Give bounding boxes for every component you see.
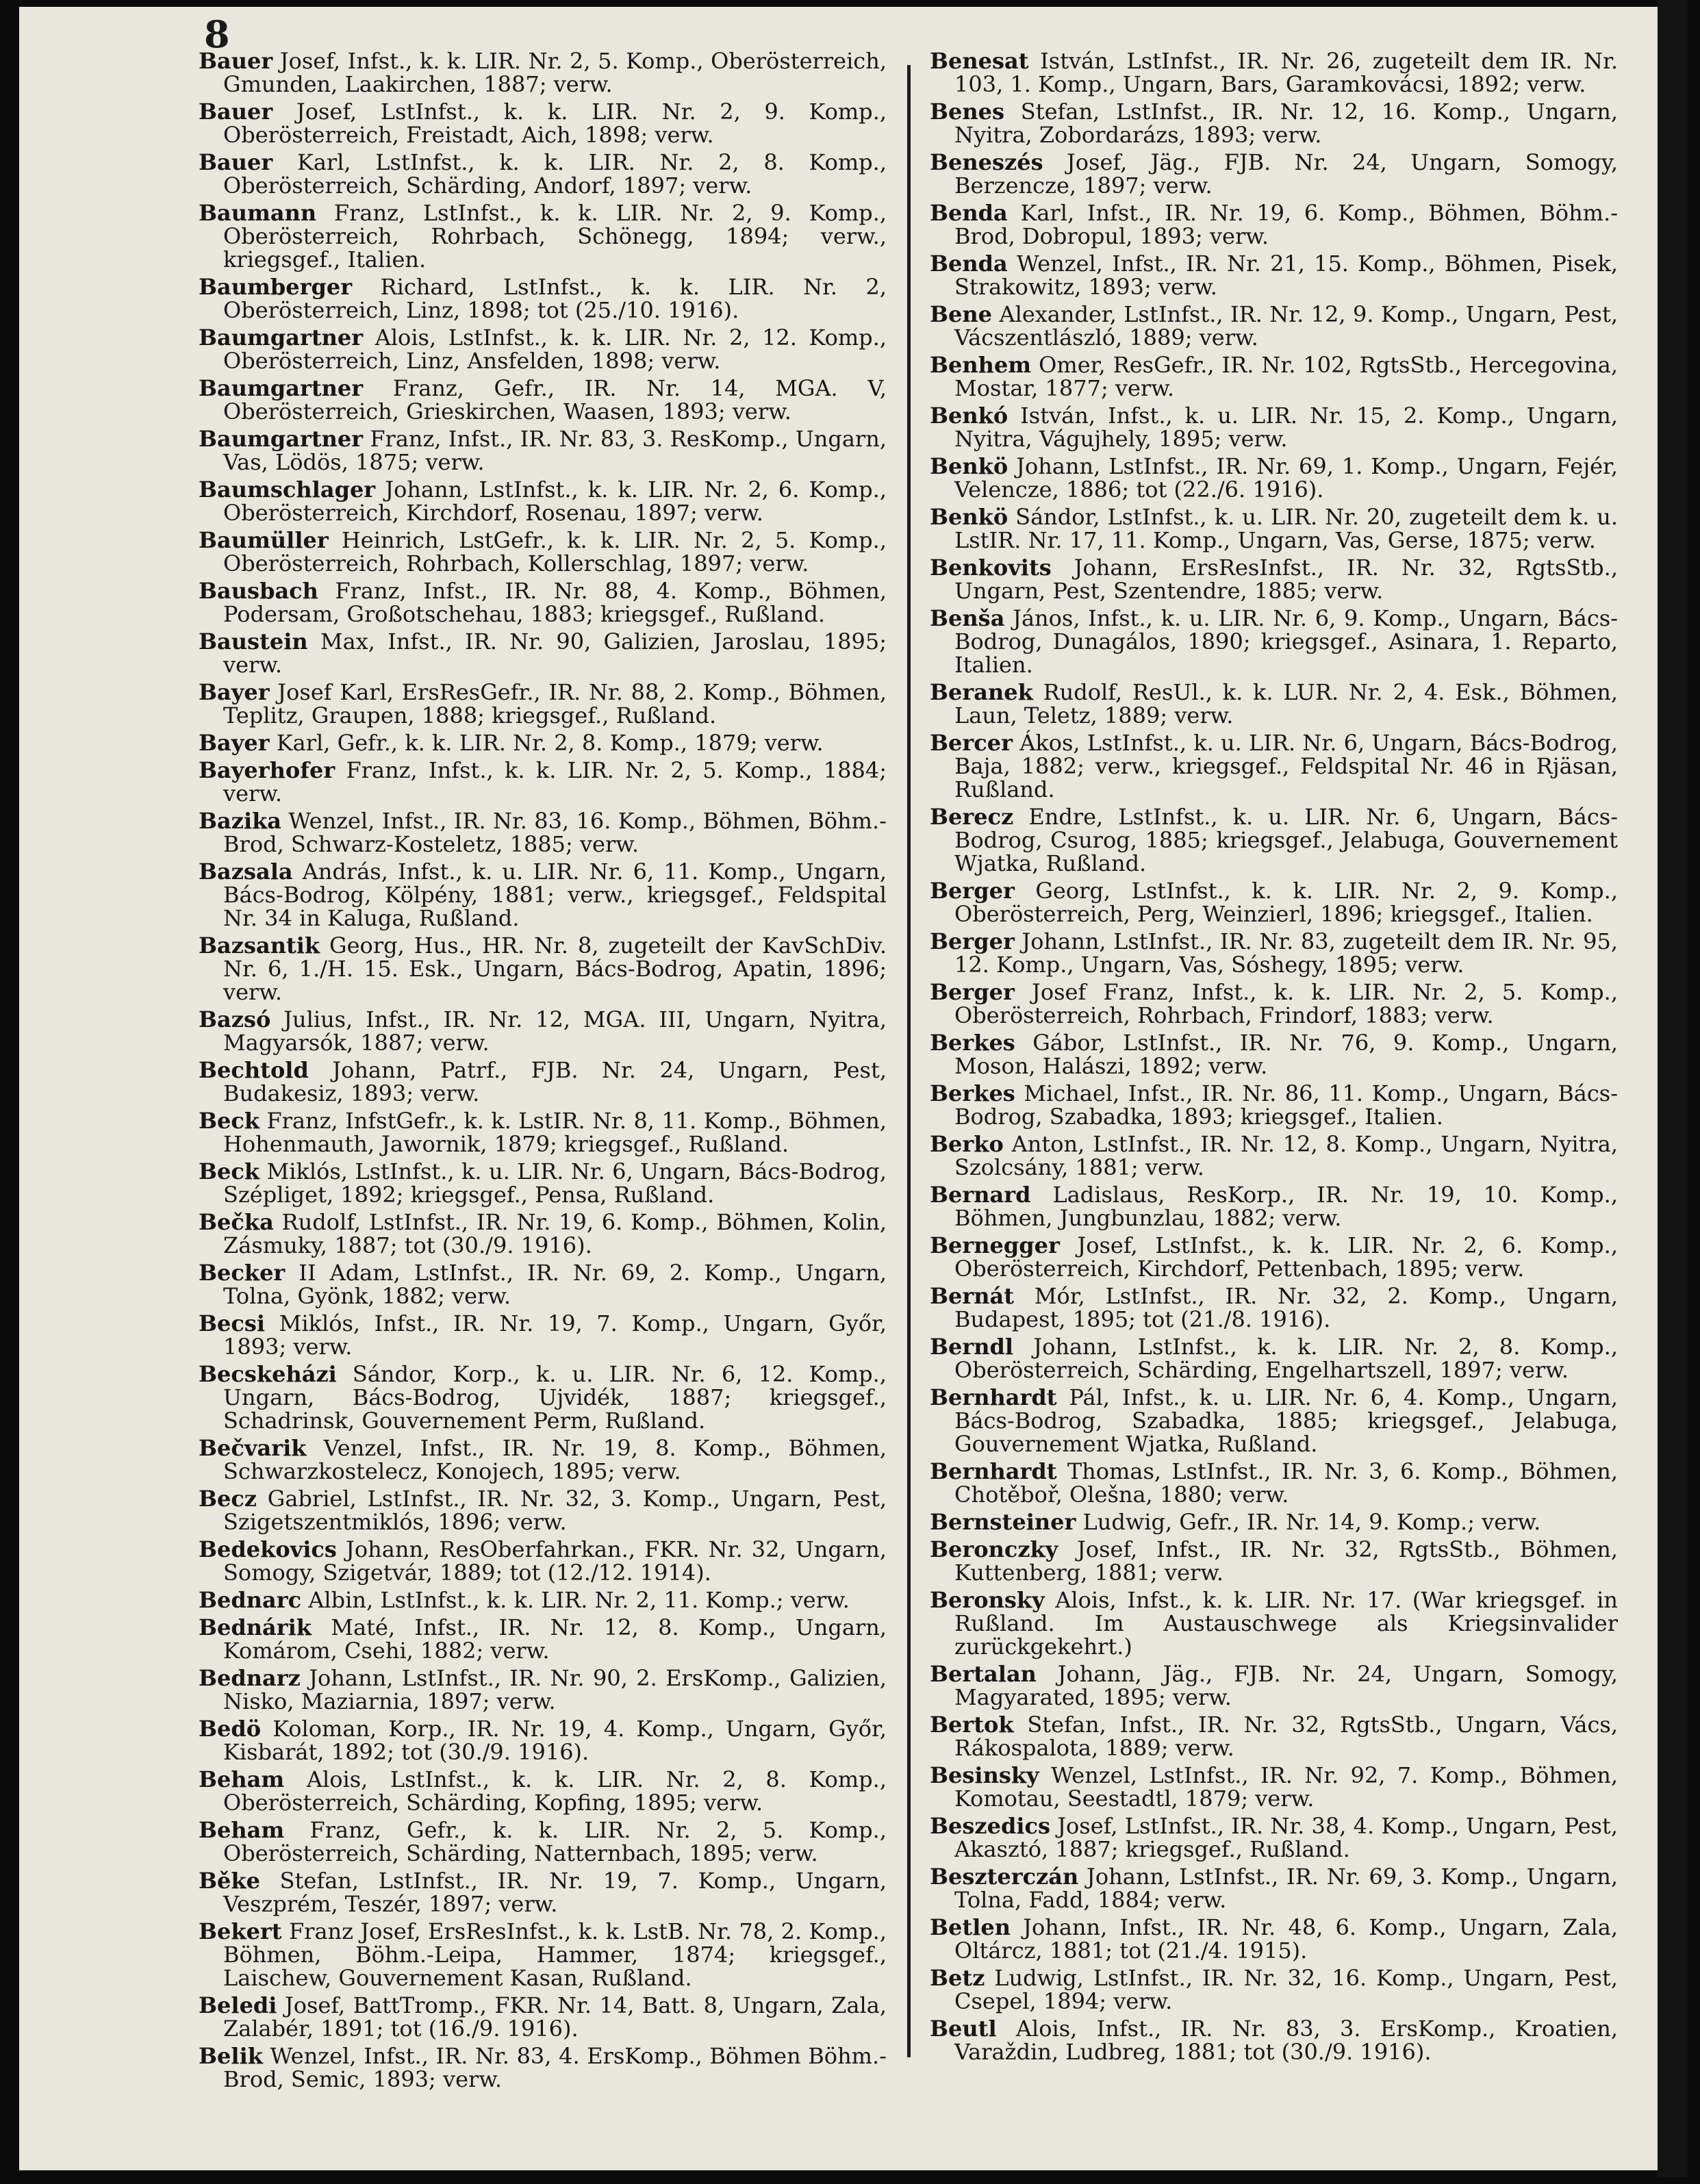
list-entry — [930, 879, 1618, 926]
entry-surname: Besinsky — [930, 1762, 1039, 1788]
entry-details: Alois, LstInfst., k. k. LIR. Nr. 2, 8. Komp., Oberösterreich, Schärding, Kopfing, 1895; verw. — [223, 1766, 887, 1816]
entry-details: Sándor, LstInfst., k. u. LIR. Nr. 20, zugeteilt dem k. u. LstIR. Nr. 17, 11. Komp., Ungarn, Vas, Gerse, 1875; verw. — [954, 504, 1619, 553]
list-entry — [930, 731, 1618, 801]
entry-details: Josef, Infst., k. k. LIR. Nr. 2, 5. Komp., Oberösterreich, Gmunden, Laakirchen, 1887; verw. — [223, 48, 887, 97]
list-entry — [199, 275, 887, 322]
entry-surname: Belik — [199, 2043, 263, 2069]
entry-details: Pál, Infst., k. u. LIR. Nr. 6, 4. Komp., Ungarn, Bács-Bodrog, Szabadka, 1885; kriegsgef., Jelabuga, Gouvernement Wjatka, Rußland. — [954, 1384, 1619, 1457]
entry-details: Endre, LstInfst., k. u. LIR. Nr. 6, Ungarn, Bács-Bodrog, Csurog, 1885; kriegsgef., Jelabuga, Gouvernement Wjatka, Rußland. — [954, 804, 1619, 876]
list-entry — [199, 1717, 887, 1764]
entry-details: Alois, Infst., k. k. LIR. Nr. 17. (War kriegsgef. in Rußland. Im Austauschwege als Kriegsinvalider zurückgekehrt.) — [954, 1587, 1619, 1660]
entry-details: István, LstInfst., IR. Nr. 26, zugeteilt dem IR. Nr. 103, 1. Komp., Ungarn, Bars, Garamkovácsi, 1892; verw. — [954, 48, 1619, 97]
entry-surname: Bedekovics — [199, 1536, 337, 1562]
list-entry — [930, 1916, 1618, 1962]
entry-surname: Bazsó — [199, 1006, 271, 1032]
entry-details: Josef, LstInfst., IR. Nr. 38, 4. Komp., Ungarn, Pest, Akasztó, 1887; kriegsgef., Rußland. — [954, 1813, 1618, 1862]
entry-details: Omer, ResGefr., IR. Nr. 102, RgtsStb., Hercegovina, Mostar, 1877; verw. — [954, 352, 1619, 401]
entry-details: Wenzel, Infst., IR. Nr. 83, 16. Komp., Böhmen, Böhm.-Brod, Schwarz-Kosteletz, 1885; verw. — [223, 808, 887, 857]
entry-surname: Bazika — [199, 808, 282, 834]
list-entry — [199, 1312, 887, 1358]
entry-surname: Bechtold — [199, 1057, 309, 1083]
list-entry — [930, 1814, 1618, 1861]
entry-surname: Benkö — [930, 453, 1008, 479]
entry-surname: Baumgartner — [199, 375, 364, 401]
entry-details: Rudolf, LstInfst., IR. Nr. 19, 6. Komp., Böhmen, Kolin, Zásmuky, 1887; tot (30./9. 1916). — [223, 1209, 887, 1258]
list-entry — [930, 1031, 1618, 1078]
entry-details: Maté, Infst., IR. Nr. 12, 8. Komp., Ungarn, Komárom, Csehi, 1882; verw. — [223, 1614, 887, 1664]
entry-details: Georg, Hus., HR. Nr. 8, zugeteilt der KavSchDiv. Nr. 6, 1./H. 15. Esk., Ungarn, Bács-Bodrog, Apatin, 1896; verw. — [223, 932, 887, 1005]
entry-surname: Betz — [930, 1965, 985, 1991]
entry-details: Thomas, LstInfst., IR. Nr. 3, 6. Komp., Böhmen, Chotěboř, Olešna, 1880; verw. — [954, 1458, 1619, 1508]
entry-surname: Berndl — [930, 1334, 1014, 1360]
entry-details: Ludwig, Gefr., IR. Nr. 14, 9. Komp.; verw. — [1082, 1509, 1541, 1535]
list-entry — [199, 1008, 887, 1054]
list-entry — [930, 1234, 1618, 1280]
entry-surname: Bednarc — [199, 1587, 302, 1613]
entry-details: Gábor, LstInfst., IR. Nr. 76, 9. Komp., Ungarn, Moson, Halászi, 1892; verw. — [954, 1030, 1619, 1079]
entry-details: Franz, Infst., IR. Nr. 88, 4. Komp., Böhmen, Podersam, Großotschehau, 1883; kriegsgef., Rußland. — [223, 578, 887, 627]
entry-surname: Bazsantik — [199, 932, 320, 958]
entry-surname: Benhem — [930, 352, 1032, 378]
list-entry — [199, 579, 887, 626]
entry-details: Josef, BattTromp., FKR. Nr. 14, Batt. 8, Ungarn, Zala, Zalabér, 1891; tot (16./9. 1916). — [223, 1992, 887, 2042]
entry-details: Johann, LstInfst., IR. Nr. 69, 1. Komp., Ungarn, Fejér, Velencze, 1886; tot (22./6. 1916). — [954, 453, 1619, 503]
entry-details: Stefan, LstInfst., IR. Nr. 12, 16. Komp., Ungarn, Nyitra, Zobordarázs, 1893; verw. — [954, 99, 1619, 148]
entry-surname: Bertok — [930, 1712, 1014, 1738]
entry-surname: Běke — [199, 1868, 260, 1894]
entry-details: Johann, LstInfst., IR. Nr. 90, 2. ErsKomp., Galizien, Nisko, Maziarnia, 1897; verw. — [223, 1665, 887, 1714]
entry-details: Alexander, LstInfst., IR. Nr. 12, 9. Komp., Ungarn, Pest, Vácszentlászló, 1889; verw. — [954, 301, 1619, 351]
list-entry — [930, 805, 1618, 875]
entry-surname: Berko — [930, 1131, 1004, 1157]
entry-surname: Benša — [930, 605, 1005, 631]
entry-surname: Benda — [930, 251, 1008, 277]
entry-details: Heinrich, LstGefr., k. k. LIR. Nr. 2, 5. Komp., Oberösterreich, Rohrbach, Kollerschlag, 1897; verw. — [223, 527, 887, 576]
entry-details: Johann, ResOberfahrkan., FKR. Nr. 32, Ungarn, Somogy, Szigetvár, 1889; tot (12./12. 1914). — [223, 1536, 887, 1586]
entry-surname: Bausbach — [199, 578, 318, 604]
entry-details: Karl, Infst., IR. Nr. 19, 6. Komp., Böhmen, Böhm.-Brod, Dobropul, 1893; verw. — [954, 200, 1619, 249]
list-entry — [199, 630, 887, 676]
list-entry — [199, 478, 887, 524]
entry-surname: Bekert — [199, 1918, 282, 1944]
entry-details: Wenzel, LstInfst., IR. Nr. 92, 7. Komp., Böhmen, Komotau, Seestadtl, 1879; verw. — [954, 1762, 1618, 1812]
entry-details: Johann, Patrf., FJB. Nr. 24, Ungarn, Pest, Budakesiz, 1893; verw. — [223, 1057, 887, 1106]
list-entry — [930, 100, 1618, 147]
entry-details: Stefan, LstInfst., IR. Nr. 19, 7. Komp., Ungarn, Veszprém, Teszér, 1897; verw. — [223, 1868, 887, 1917]
list-entry — [199, 759, 887, 805]
entry-surname: Baumann — [199, 200, 317, 226]
entry-surname: Berecz — [930, 804, 1014, 830]
entry-details: Johann, Jäg., FJB. Nr. 24, Ungarn, Somogy, Magyarated, 1895; verw. — [954, 1661, 1619, 1710]
entry-surname: Bauer — [199, 149, 273, 175]
entry-surname: Benes — [930, 99, 1005, 125]
entry-surname: Bečvarik — [199, 1435, 307, 1461]
list-entry — [199, 100, 887, 147]
entry-details: Johann, Infst., IR. Nr. 48, 6. Komp., Ungarn, Zala, Oltárcz, 1881; tot (21./4. 1915). — [954, 1914, 1619, 1964]
scan-edge — [1658, 0, 1688, 2177]
list-entry — [930, 1335, 1618, 1382]
list-entry — [930, 2017, 1618, 2064]
entry-details: Johann, LstInfst., IR. Nr. 83, zugeteilt dem IR. Nr. 95, 12. Komp., Ungarn, Vas, Sóshegy, 1895; verw. — [954, 928, 1619, 978]
entry-surname: Beszterczán — [930, 1864, 1079, 1890]
entry-details: Mór, LstInfst., IR. Nr. 32, 2. Komp., Ungarn, Budapest, 1895; tot (21./8. 1916). — [954, 1283, 1619, 1332]
list-entry — [199, 2044, 887, 2091]
list-entry — [199, 151, 887, 197]
entry-surname: Baumschlager — [199, 477, 376, 503]
entry-surname: Bayer — [199, 730, 270, 756]
entry-details: Josef Franz, Infst., k. k. LIR. Nr. 2, 5. Komp., Oberösterreich, Rohrbach, Frindorf, 1883; verw. — [954, 979, 1619, 1028]
entry-surname: Bedö — [199, 1716, 262, 1742]
list-entry — [930, 1284, 1618, 1331]
entry-details: Josef, LstInfst., k. k. LIR. Nr. 2, 6. Komp., Oberösterreich, Kirchdorf, Pettenbach, 1895; verw. — [954, 1232, 1618, 1282]
entry-details: Karl, LstInfst., k. k. LIR. Nr. 2, 8. Komp., Oberösterreich, Schärding, Andorf, 1897; verw. — [223, 149, 887, 199]
entry-surname: Bazsala — [199, 859, 293, 885]
list-entry — [930, 151, 1618, 197]
list-entry — [199, 1210, 887, 1257]
entry-surname: Beham — [199, 1766, 285, 1792]
page-number: 8 — [204, 12, 230, 56]
entry-surname: Benkovits — [930, 555, 1052, 581]
entry-details: II Adam, LstInfst., IR. Nr. 69, 2. Komp., Ungarn, Tolna, Gyönk, 1882; verw. — [223, 1260, 887, 1309]
list-entry — [930, 1764, 1618, 1810]
list-entry — [930, 201, 1618, 248]
list-entry — [930, 1538, 1618, 1584]
entry-details: Johann, LstInfst., IR. Nr. 69, 3. Komp., Ungarn, Tolna, Fadd, 1884; verw. — [954, 1864, 1619, 1913]
right-column — [930, 49, 1618, 2068]
entry-details: Koloman, Korp., IR. Nr. 19, 4. Komp., Ungarn, Győr, Kisbarát, 1892; tot (30./9. 1916). — [223, 1716, 887, 1765]
entry-surname: Betlen — [930, 1914, 1011, 1940]
list-entry — [199, 427, 887, 474]
entry-surname: Beneszés — [930, 149, 1043, 175]
entry-details: Franz, Infst., k. k. LIR. Nr. 2, 5. Komp., 1884; verw. — [223, 757, 887, 807]
entry-details: Wenzel, Infst., IR. Nr. 83, 4. ErsKomp., Böhmen Böhm.-Brod, Semic, 1893; verw. — [223, 2043, 887, 2092]
entry-surname: Beranek — [930, 679, 1033, 705]
list-entry — [930, 1132, 1618, 1179]
list-entry — [930, 1713, 1618, 1760]
list-entry — [930, 404, 1618, 450]
list-entry — [930, 681, 1618, 727]
list-entry — [199, 1994, 887, 2040]
list-entry — [199, 681, 887, 727]
entry-details: András, Infst., k. u. LIR. Nr. 6, 11. Komp., Ungarn, Bács-Bodrog, Kölpény, 1881; verw., kriegsgef., Feldspital Nr. 34 in Kaluga, Rußland. — [223, 859, 887, 931]
entry-details: Julius, Infst., IR. Nr. 12, MGA. III, Ungarn, Nyitra, Magyarsók, 1887; verw. — [223, 1006, 887, 1056]
list-entry — [199, 1869, 887, 1916]
entry-surname: Bernegger — [930, 1232, 1060, 1258]
entry-surname: Bernát — [930, 1283, 1015, 1309]
entry-surname: Baustein — [199, 628, 308, 655]
list-entry — [199, 1160, 887, 1206]
entry-details: Franz, Infst., IR. Nr. 83, 3. ResKomp., Ungarn, Vas, Lödös, 1875; verw. — [223, 426, 887, 475]
list-entry — [930, 1662, 1618, 1709]
entry-surname: Bauer — [199, 48, 273, 74]
list-entry — [930, 1460, 1618, 1506]
entry-surname: Beck — [199, 1108, 260, 1134]
document-page — [19, 7, 1662, 2170]
entry-surname: Baumgartner — [199, 325, 364, 351]
list-entry — [930, 505, 1618, 552]
entry-details: Michael, Infst., IR. Nr. 86, 11. Komp., Ungarn, Bács-Bodrog, Szabadka, 1893; kriegsgef., Italien. — [954, 1080, 1619, 1130]
entry-surname: Bednárik — [199, 1614, 312, 1640]
list-entry — [930, 455, 1618, 501]
entry-details: Stefan, Infst., IR. Nr. 32, RgtsStb., Ungarn, Vács, Rákospalota, 1889; verw. — [954, 1712, 1619, 1761]
entry-details: Franz, LstInfst., k. k. LIR. Nr. 2, 9. Komp., Oberösterreich, Rohrbach, Schönegg, 1894; verw., kriegsgef., Italien. — [223, 200, 887, 272]
entry-surname: Bayer — [199, 679, 270, 705]
entry-details: Josef, Jäg., FJB. Nr. 24, Ungarn, Somogy, Berzencze, 1897; verw. — [954, 149, 1619, 199]
entry-surname: Bauer — [199, 99, 273, 125]
list-entry — [199, 201, 887, 271]
entry-details: Josef Karl, ErsResGefr., IR. Nr. 88, 2. Komp., Böhmen, Teplitz, Graupen, 1888; kriegsgef., Rußland. — [223, 679, 887, 728]
entry-details: Ákos, LstInfst., k. u. LIR. Nr. 6, Ungarn, Bács-Bodrog, Baja, 1882; verw., kriegsgef., Feldspital Nr. 46 in Rjäsan, Rußland. — [954, 730, 1619, 802]
list-entry — [199, 1058, 887, 1105]
entry-surname: Berkes — [930, 1030, 1015, 1056]
entry-details: Franz Josef, ErsResInfst., k. k. LstB. Nr. 78, 2. Komp., Böhmen, Böhm.-Leipa, Hammer, 1874; kriegsgef., Laischew, Gouvernement Kasan, Rußland. — [223, 1918, 887, 1991]
entry-surname: Beham — [199, 1817, 285, 1843]
list-entry — [930, 353, 1618, 400]
entry-surname: Bernhardt — [930, 1458, 1057, 1484]
entry-surname: Beutl — [930, 2016, 997, 2042]
entry-details: Anton, LstInfst., IR. Nr. 12, 8. Komp., Ungarn, Nyitra, Szolcsány, 1881; verw. — [954, 1131, 1619, 1180]
list-entry — [199, 1261, 887, 1308]
entry-details: Johann, LstInfst., k. k. LIR. Nr. 2, 8. Komp., Oberösterreich, Schärding, Engelhartszell, 1897; verw. — [954, 1334, 1619, 1383]
entry-surname: Benkö — [930, 504, 1008, 530]
entry-surname: Beszedics — [930, 1813, 1050, 1839]
list-entry — [199, 934, 887, 1004]
list-entry — [199, 49, 887, 96]
entry-surname: Baumüller — [199, 527, 329, 553]
left-column — [199, 49, 887, 2095]
entry-details: János, Infst., k. u. LIR. Nr. 6, 9. Komp., Ungarn, Bács-Bodrog, Dunagálos, 1890; kriegsgef., Asinara, 1. Reparto, Italien. — [954, 605, 1619, 678]
list-entry — [930, 303, 1618, 349]
list-entry — [199, 1538, 887, 1584]
entry-surname: Baumgartner — [199, 426, 364, 452]
list-entry — [930, 980, 1618, 1027]
list-entry — [199, 1362, 887, 1432]
entry-surname: Bernard — [930, 1182, 1031, 1208]
list-entry — [199, 1818, 887, 1865]
entry-details: Franz, Gefr., k. k. LIR. Nr. 2, 5. Komp., Oberösterreich, Schärding, Natternbach, 1895; verw. — [223, 1817, 887, 1866]
entry-details: Josef, LstInfst., k. k. LIR. Nr. 2, 9. Komp., Oberösterreich, Freistadt, Aich, 1898; verw. — [223, 99, 887, 148]
list-entry — [199, 860, 887, 930]
entry-details: Albin, LstInfst., k. k. LIR. Nr. 2, 11. Komp.; verw. — [308, 1587, 850, 1613]
entry-surname: Bayerhofer — [199, 757, 335, 783]
entry-surname: Berger — [930, 928, 1015, 954]
list-entry — [930, 1510, 1618, 1534]
list-entry — [930, 49, 1618, 96]
list-entry — [199, 326, 887, 372]
entry-surname: Becskeházi — [199, 1361, 337, 1387]
entry-surname: Berkes — [930, 1080, 1015, 1106]
entry-details: Richard, LstInfst., k. k. LIR. Nr. 2, Oberösterreich, Linz, 1898; tot (25./10. 1916). — [223, 274, 887, 323]
entry-surname: Bernsteiner — [930, 1509, 1076, 1535]
list-entry — [930, 252, 1618, 299]
list-entry — [930, 1082, 1618, 1128]
entry-surname: Benda — [930, 200, 1008, 226]
entry-details: Miklós, Infst., IR. Nr. 19, 7. Komp., Ungarn, Győr, 1893; verw. — [223, 1310, 887, 1360]
entry-details: Alois, Infst., IR. Nr. 83, 3. ErsKomp., Kroatien, Varaždin, Ludbreg, 1881; tot (30./9. 1916). — [954, 2016, 1619, 2065]
list-entry — [199, 377, 887, 423]
entry-surname: Bene — [930, 301, 993, 327]
entry-surname: Beledi — [199, 1992, 277, 2018]
entry-surname: Bertalan — [930, 1661, 1037, 1687]
list-entry — [199, 529, 887, 575]
entry-surname: Beronsky — [930, 1587, 1045, 1613]
entry-details: Ladislaus, ResKorp., IR. Nr. 19, 10. Komp., Böhmen, Jungbunzlau, 1882; verw. — [954, 1182, 1619, 1231]
entry-details: Wenzel, Infst., IR. Nr. 21, 15. Komp., Böhmen, Pisek, Strakowitz, 1893; verw. — [954, 251, 1619, 300]
entry-details: Karl, Gefr., k. k. LIR. Nr. 2, 8. Komp., 1879; verw. — [276, 730, 824, 756]
list-entry — [199, 1109, 887, 1156]
list-entry — [930, 607, 1618, 676]
entry-details: Venzel, Infst., IR. Nr. 19, 8. Komp., Böhmen, Schwarzkostelecz, Konojech, 1895; verw. — [223, 1435, 887, 1484]
list-entry — [930, 1865, 1618, 1912]
entry-details: Rudolf, ResUl., k. k. LUR. Nr. 2, 4. Esk., Böhmen, Laun, Teletz, 1889; verw. — [954, 679, 1619, 728]
entry-surname: Berger — [930, 979, 1015, 1005]
entry-surname: Bercer — [930, 730, 1013, 756]
entry-details: Miklós, LstInfst., k. u. LIR. Nr. 6, Ungarn, Bács-Bodrog, Szépliget, 1892; kriegsgef., Pensa, Rußland. — [223, 1158, 887, 1208]
entry-surname: Baumberger — [199, 274, 353, 300]
entry-details: Josef, Infst., IR. Nr. 32, RgtsStb., Böhmen, Kuttenberg, 1881; verw. — [954, 1536, 1619, 1586]
list-entry — [930, 930, 1618, 976]
entry-details: Georg, LstInfst., k. k. LIR. Nr. 2, 9. Komp., Oberösterreich, Perg, Weinzierl, 1896; kriegsgef., Italien. — [954, 878, 1619, 927]
entry-details: Johann, LstInfst., k. k. LIR. Nr. 2, 6. Komp., Oberösterreich, Kirchdorf, Rosenau, 1897; verw. — [223, 477, 887, 526]
entry-surname: Benkó — [930, 403, 1008, 429]
entry-surname: Beck — [199, 1158, 260, 1184]
entry-details: Ludwig, LstInfst., IR. Nr. 32, 16. Komp., Ungarn, Pest, Csepel, 1894; verw. — [954, 1965, 1619, 2014]
list-entry — [930, 1183, 1618, 1230]
entry-details: Max, Infst., IR. Nr. 90, Galizien, Jaroslau, 1895; verw. — [223, 628, 887, 678]
entry-surname: Bečka — [199, 1209, 274, 1235]
entry-surname: Becsi — [199, 1310, 266, 1336]
list-entry — [199, 1768, 887, 1814]
entry-surname: Bernhardt — [930, 1384, 1057, 1410]
entry-surname: Benesat — [930, 48, 1029, 74]
entry-surname: Becz — [199, 1486, 257, 1512]
entry-details: István, Infst., k. u. LIR. Nr. 15, 2. Komp., Ungarn, Nyitra, Vágujhely, 1895; verw. — [954, 403, 1619, 452]
list-entry — [199, 1666, 887, 1713]
entry-details: Franz, InfstGefr., k. k. LstIR. Nr. 8, 11. Komp., Böhmen, Hohenmauth, Jawornik, 1879; kriegsgef., Rußland. — [223, 1108, 887, 1157]
list-entry — [930, 556, 1618, 602]
list-entry — [930, 1386, 1618, 1456]
entry-details: Johann, ErsResInfst., IR. Nr. 32, RgtsStb., Ungarn, Pest, Szentendre, 1885; verw. — [954, 555, 1618, 604]
entry-surname: Bednarz — [199, 1665, 301, 1691]
entry-details: Sándor, Korp., k. u. LIR. Nr. 6, 12. Komp., Ungarn, Bács-Bodrog, Ujvidék, 1887; kriegsgef., Schadrinsk, Gouvernement Perm, Rußland. — [223, 1361, 887, 1434]
list-entry — [199, 1487, 887, 1534]
entry-details: Alois, LstInfst., k. k. LIR. Nr. 2, 12. Komp., Oberösterreich, Linz, Ansfelden, 1898; verw. — [223, 325, 887, 374]
list-entry — [199, 1920, 887, 1990]
entry-details: Gabriel, LstInfst., IR. Nr. 32, 3. Komp., Ungarn, Pest, Szigetszentmiklós, 1896; verw. — [223, 1486, 887, 1535]
list-entry — [930, 1588, 1618, 1658]
entry-surname: Beronczky — [930, 1536, 1058, 1562]
entry-details: Franz, Gefr., IR. Nr. 14, MGA. V, Oberösterreich, Grieskirchen, Waasen, 1893; verw. — [223, 375, 887, 424]
column-divider — [907, 65, 911, 2057]
entry-surname: Berger — [930, 878, 1015, 904]
entry-surname: Becker — [199, 1260, 286, 1286]
list-entry — [199, 1588, 887, 1612]
list-entry — [199, 731, 887, 754]
list-entry — [199, 1616, 887, 1662]
list-entry — [930, 1966, 1618, 2013]
list-entry — [199, 1436, 887, 1483]
list-entry — [199, 809, 887, 856]
